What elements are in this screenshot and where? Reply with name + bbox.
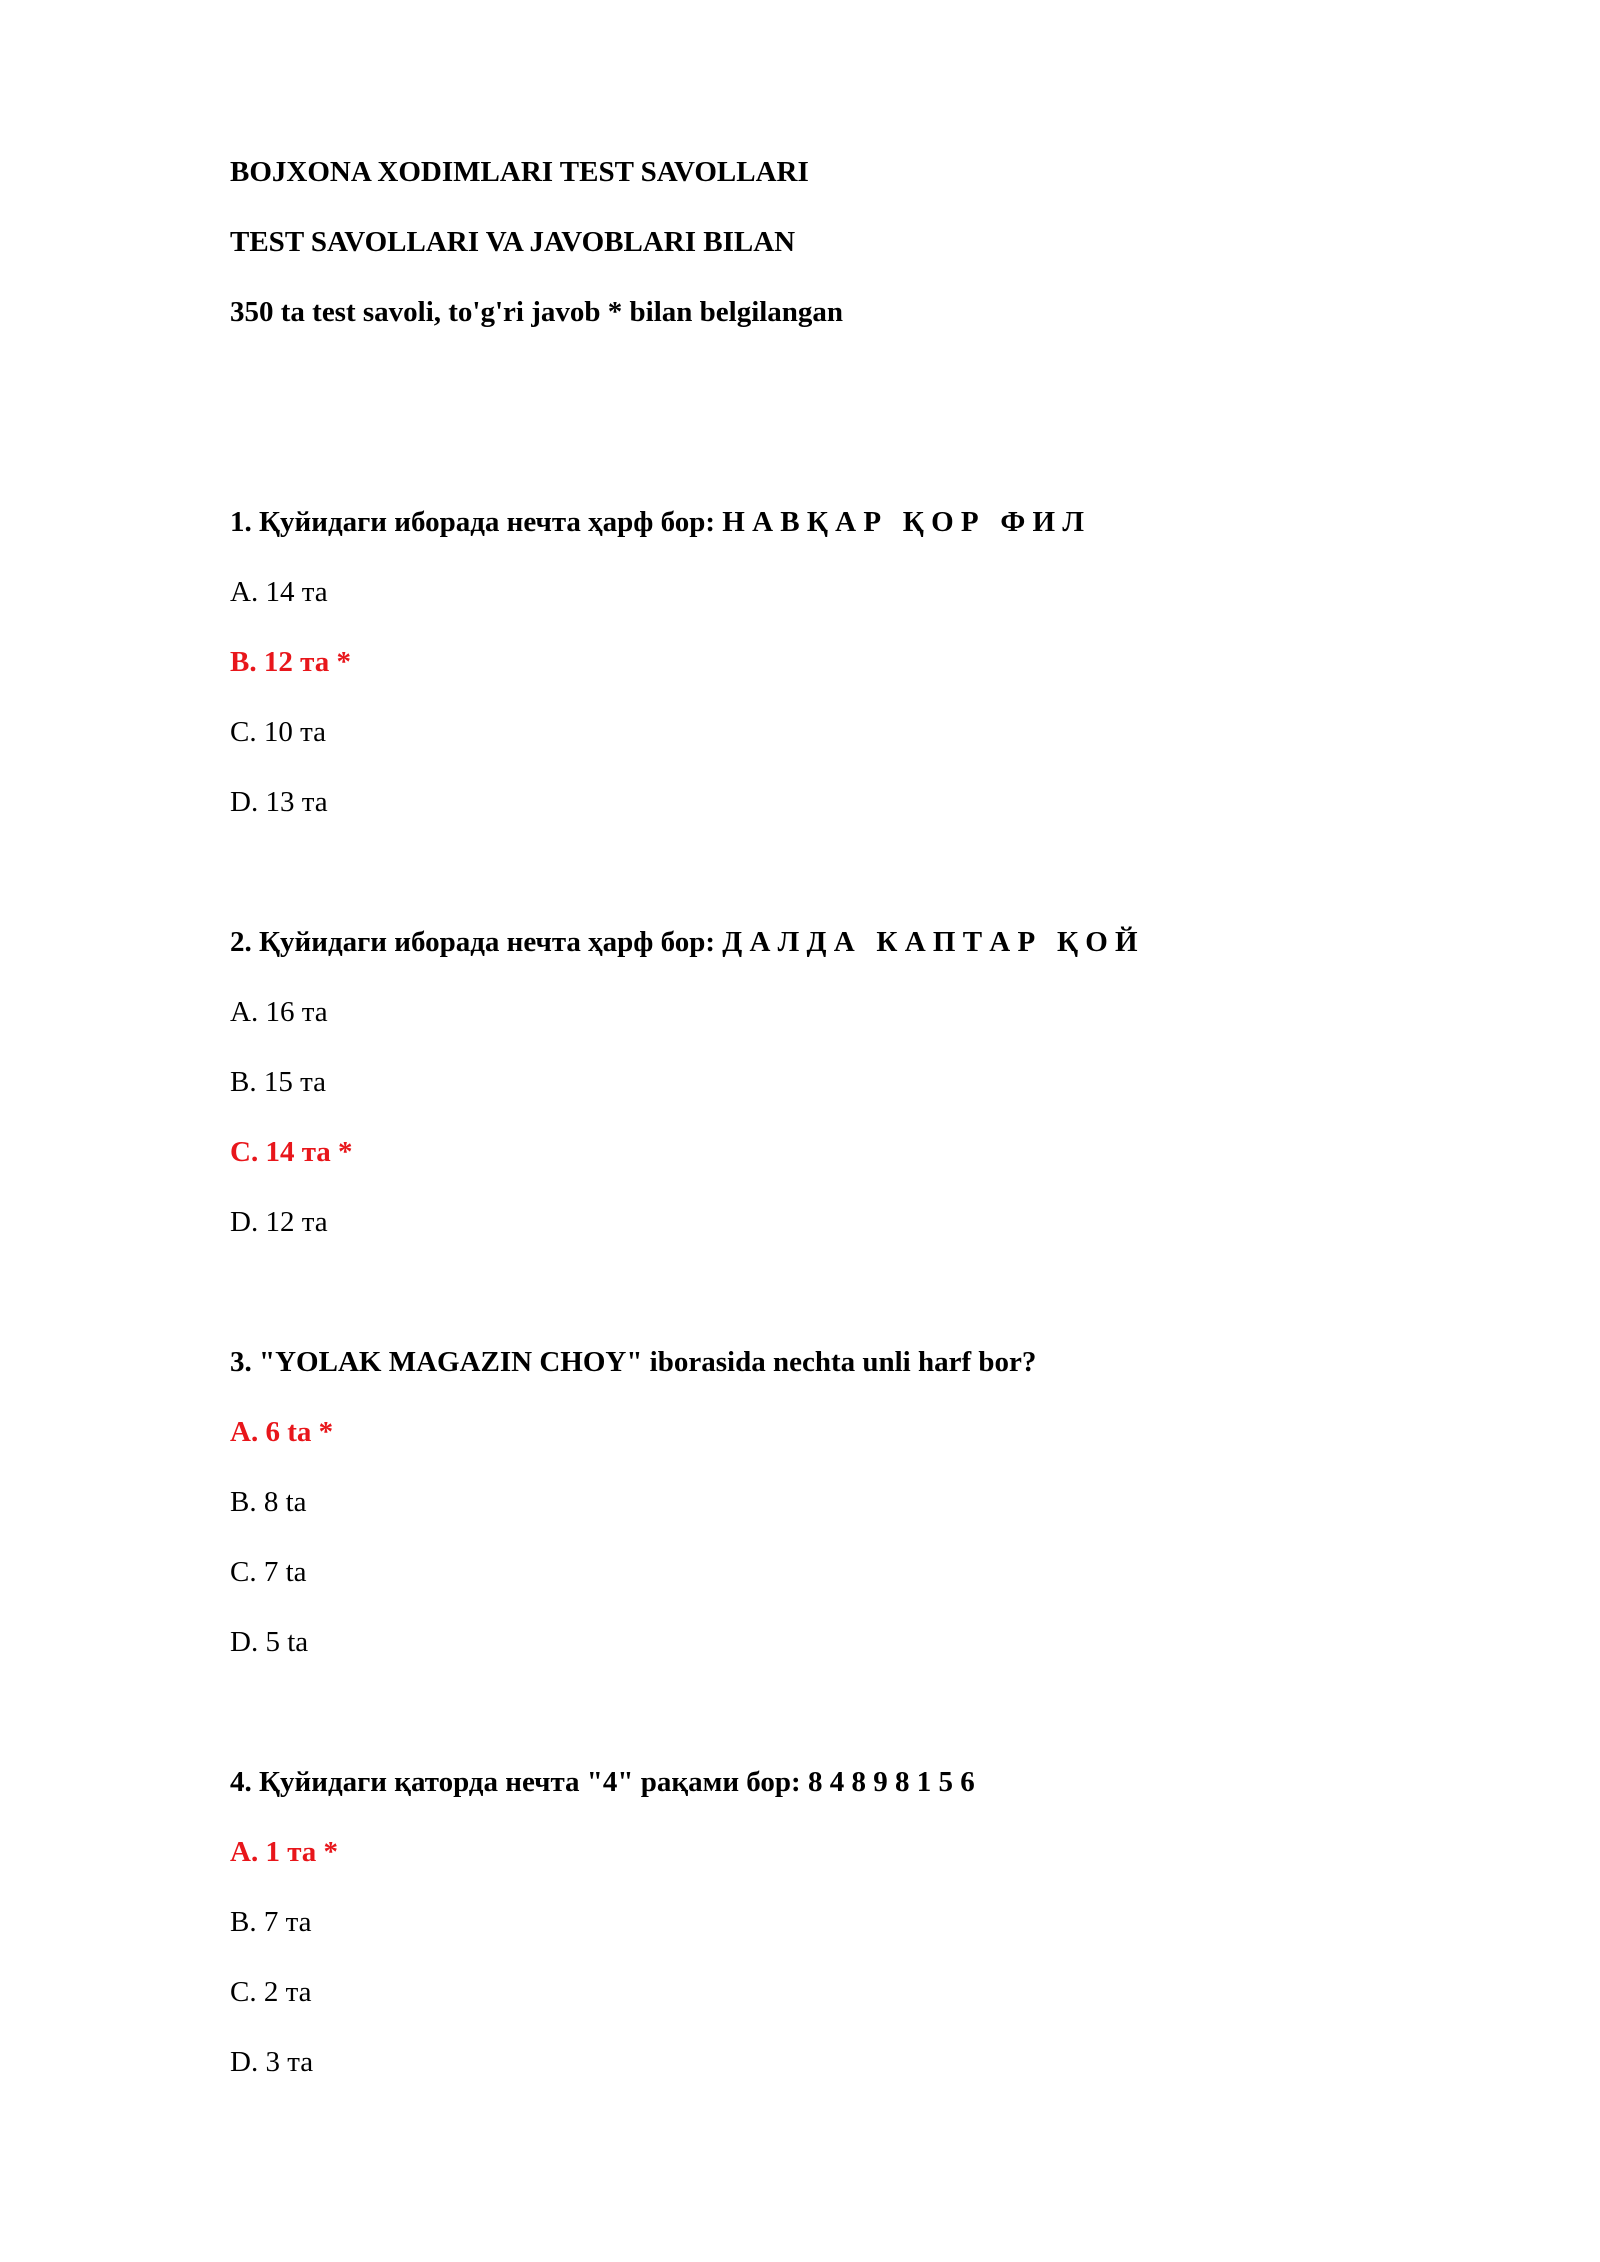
document-subtitle: TEST SAVOLLARI VA JAVOBLARI BILAN [230,226,796,258]
question-3-option-b: B. 8 ta [230,1486,307,1518]
question-4-option-a-correct: A. 1 та * [230,1836,339,1868]
question-2-text: 2. Қуйидаги иборада нечта ҳарф бор: Д А Л Д А К А П Т А Р Қ О Й [230,926,1138,958]
question-3-option-a-correct: A. 6 ta * [230,1416,334,1448]
question-2-option-a: A. 16 та [230,996,328,1028]
question-2-option-b: B. 15 та [230,1066,326,1098]
question-1-option-c: C. 10 та [230,716,326,748]
question-2-option-c-correct: C. 14 та * [230,1136,353,1168]
document-note: 350 ta test savoli, to'g'ri javob * bilan belgilangan [230,296,844,328]
question-1-text: 1. Қуйидаги иборада нечта ҳарф бор: Н А В Қ А Р Қ О Р Ф И Л [230,506,1084,538]
question-1-option-d: D. 13 та [230,786,328,818]
question-2-option-d: D. 12 та [230,1206,328,1238]
question-4-option-c: C. 2 та [230,1976,312,2008]
question-3-text: 3. "YOLAK MAGAZIN CHOY" iborasida nechta unli harf bor? [230,1346,1037,1378]
question-1-option-b-correct: B. 12 та * [230,646,351,678]
document-title: BOJXONA XODIMLARI TEST SAVOLLARI [230,156,809,188]
question-4-option-d: D. 3 та [230,2046,314,2078]
question-3-option-c: C. 7 ta [230,1556,307,1588]
question-1-option-a: A. 14 та [230,576,328,608]
question-4-option-b: B. 7 та [230,1906,312,1938]
question-3-option-d: D. 5 ta [230,1626,309,1658]
question-4-text: 4. Қуйидаги қаторда нечта "4" рақами бор: 8 4 8 9 8 1 5 6 [230,1766,975,1798]
